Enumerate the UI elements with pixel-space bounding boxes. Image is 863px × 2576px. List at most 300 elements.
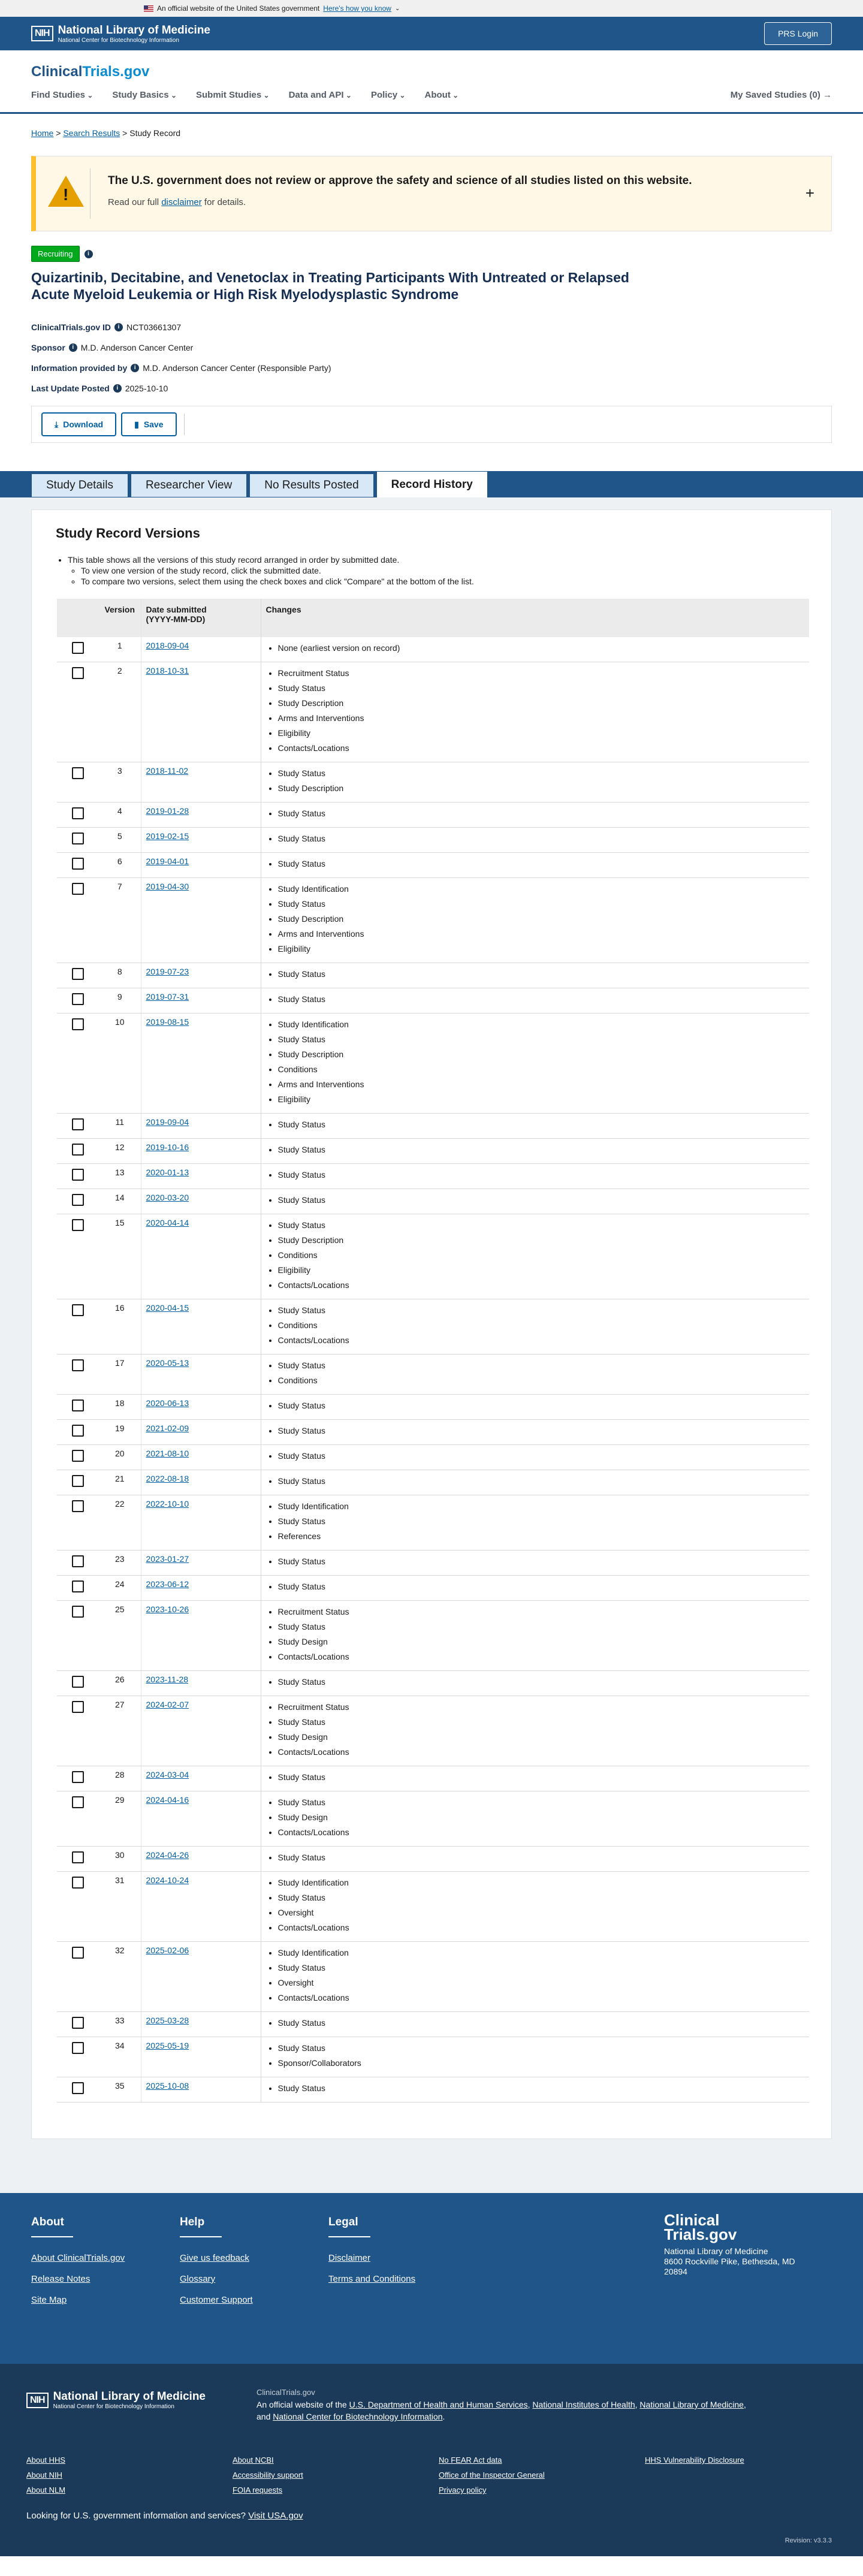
tab-study-details[interactable]: Study Details xyxy=(31,473,128,497)
heres-how-link[interactable]: Here's how you know xyxy=(323,4,391,13)
changes-list xyxy=(278,1795,805,1840)
saved-studies-link[interactable]: My Saved Studies (0) → xyxy=(730,90,832,100)
info-icon[interactable]: i xyxy=(131,364,139,372)
sponsor-value: M.D. Anderson Cancer Center xyxy=(80,343,194,352)
change-item: • Study Status xyxy=(278,1770,805,1785)
usa-gov-link[interactable]: Visit USA.gov xyxy=(248,2511,303,2521)
sponsor-label: Sponsor xyxy=(31,343,65,352)
change-item: • Oversight xyxy=(278,1905,805,1920)
changes-list xyxy=(278,2041,805,2071)
footer-link[interactable]: About ClinicalTrials.gov xyxy=(31,2253,125,2263)
table-row xyxy=(57,1551,809,1576)
footer-about xyxy=(31,2216,125,2316)
disclaimer-link[interactable]: disclaimer xyxy=(161,197,202,207)
version-number: 10 xyxy=(99,1013,141,1114)
version-number: 2 xyxy=(99,662,141,762)
header-version: Version xyxy=(99,599,141,637)
version-date-link[interactable]: 2023-11-28 xyxy=(146,1675,189,1684)
version-number: 9 xyxy=(99,988,141,1013)
table-row xyxy=(57,1139,809,1164)
compare-checkbox[interactable] xyxy=(72,1555,84,1567)
compare-checkbox[interactable] xyxy=(72,1304,84,1316)
change-item: • Study Description xyxy=(278,912,805,927)
version-date-link[interactable]: 2022-10-10 xyxy=(146,1499,189,1509)
version-date-link[interactable]: 2020-01-13 xyxy=(146,1168,189,1177)
download-icon: ⤓ xyxy=(55,419,59,429)
info-provided-value: M.D. Anderson Cancer Center (Responsible Party) xyxy=(143,363,331,373)
compare-checkbox[interactable] xyxy=(72,1359,84,1371)
footer-address: 8600 Rockville Pike, Bethesda, MD xyxy=(664,2257,795,2266)
changes-list xyxy=(278,641,805,656)
changes-list xyxy=(278,806,805,821)
version-date-link[interactable]: 2020-04-15 xyxy=(146,1303,189,1313)
version-date-link[interactable]: 2023-06-12 xyxy=(146,1579,189,1589)
nlm-links xyxy=(26,2456,851,2494)
changes-list xyxy=(278,1850,805,1865)
version-number: 19 xyxy=(99,1420,141,1445)
compare-checkbox[interactable] xyxy=(72,993,84,1005)
version-date-link[interactable]: 2024-04-26 xyxy=(146,1850,189,1860)
compare-checkbox[interactable] xyxy=(72,767,84,779)
footer-link[interactable]: Release Notes xyxy=(31,2274,90,2284)
nlm-footer-link[interactable]: About NCBI xyxy=(233,2456,274,2465)
table-row xyxy=(57,1299,809,1355)
version-date-link[interactable]: 2024-03-04 xyxy=(146,1770,189,1779)
version-date-link[interactable]: 2019-10-16 xyxy=(146,1142,189,1152)
download-button[interactable]: ⤓ Download xyxy=(41,412,116,436)
change-item: • Conditions xyxy=(278,1248,805,1263)
version-number: 23 xyxy=(99,1551,141,1576)
table-row xyxy=(57,988,809,1013)
versions-card xyxy=(31,509,832,2139)
table-row xyxy=(57,1395,809,1420)
change-item: • Study Status xyxy=(278,1514,805,1529)
nav-study-basics[interactable]: Study Basics ⌄ xyxy=(112,90,177,100)
versions-table xyxy=(57,599,809,2103)
change-item: • Study Status xyxy=(278,1675,805,1690)
change-item: • Study Status xyxy=(278,1423,805,1438)
id-label: ClinicalTrials.gov ID xyxy=(31,322,111,332)
header-date: Date submitted (YYYY-MM-DD) xyxy=(141,599,261,637)
versions-heading: Study Record Versions xyxy=(56,526,200,541)
compare-checkbox[interactable] xyxy=(72,667,84,679)
version-date-link[interactable]: 2021-08-10 xyxy=(146,1449,189,1458)
intro-view-text: ◦ To view one version of the study record, click the submitted date. xyxy=(81,565,807,576)
table-row xyxy=(57,1470,809,1495)
ncbi-link[interactable]: National Center for Biotechnology Information xyxy=(273,2412,443,2421)
info-icon[interactable]: i xyxy=(113,384,122,393)
changes-list xyxy=(278,1499,805,1544)
change-item: • Study Description xyxy=(278,1047,805,1062)
table-row xyxy=(57,2077,809,2103)
version-date-link[interactable]: 2018-09-04 xyxy=(146,641,189,650)
nlm-footer-link[interactable]: Accessibility support xyxy=(233,2471,303,2480)
change-item: • Study Status xyxy=(278,1449,805,1464)
changes-list xyxy=(278,1218,805,1293)
breadcrumb-search-results[interactable]: Search Results xyxy=(63,128,120,138)
compare-checkbox[interactable] xyxy=(72,1169,84,1181)
footer-brand xyxy=(664,2213,795,2277)
nav-find-studies[interactable]: Find Studies ⌄ xyxy=(31,90,93,100)
version-number: 1 xyxy=(99,637,141,662)
status-badge: Recruiting xyxy=(31,246,80,262)
footer-about-heading: About xyxy=(31,2216,64,2228)
version-number: 24 xyxy=(99,1576,141,1601)
version-date-link[interactable]: 2025-10-08 xyxy=(146,2081,189,2091)
version-date-link[interactable]: 2024-10-24 xyxy=(146,1875,189,1885)
change-item: • Study Status xyxy=(278,1193,805,1208)
version-date-link[interactable]: 2019-01-28 xyxy=(146,806,189,816)
change-item: • Study Description xyxy=(278,781,805,796)
nlm-footer-logo[interactable]: NIH National Library of Medicine National Center for Biotechnology Information xyxy=(26,2390,206,2410)
table-row xyxy=(57,762,809,803)
changes-list xyxy=(278,1875,805,1935)
warning-icon: ! xyxy=(48,176,84,207)
change-item: • Study Status xyxy=(278,1579,805,1594)
change-item: • Eligibility xyxy=(278,1092,805,1107)
nlm-footer-link[interactable]: Privacy policy xyxy=(439,2485,487,2494)
compare-checkbox[interactable] xyxy=(72,1796,84,1808)
changes-list xyxy=(278,1945,805,2005)
info-icon[interactable]: i xyxy=(69,343,77,352)
compare-checkbox[interactable] xyxy=(72,2017,84,2029)
version-date-link[interactable]: 2023-01-27 xyxy=(146,1554,189,1564)
version-date-link[interactable]: 2025-05-19 xyxy=(146,2041,189,2050)
version-date-link[interactable]: 2019-09-04 xyxy=(146,1117,189,1127)
changes-list xyxy=(278,1700,805,1760)
change-item: • Contacts/Locations xyxy=(278,1825,805,1840)
table-row xyxy=(57,637,809,662)
footer-link[interactable]: Customer Support xyxy=(180,2295,253,2305)
nlm-footer-link xyxy=(645,2485,851,2494)
change-item: • Study Status xyxy=(278,1554,805,1569)
nlm-site-name: ClinicalTrials.gov xyxy=(257,2388,315,2397)
footer-link[interactable]: Glossary xyxy=(180,2274,216,2284)
version-number: 29 xyxy=(99,1791,141,1847)
version-number: 6 xyxy=(99,853,141,878)
gov-banner xyxy=(0,0,863,17)
nlm-footer-link[interactable]: Office of the Inspector General xyxy=(439,2471,545,2480)
nih-link[interactable]: National Institutes of Health xyxy=(532,2400,635,2409)
changes-list xyxy=(278,882,805,957)
version-date-link[interactable]: 2020-04-14 xyxy=(146,1218,189,1227)
changes-list xyxy=(278,1142,805,1157)
changes-list xyxy=(278,831,805,846)
compare-checkbox[interactable] xyxy=(72,883,84,895)
version-number: 15 xyxy=(99,1214,141,1299)
hhs-link[interactable]: U.S. Department of Health and Human Services xyxy=(349,2400,528,2409)
nlm-footer-link[interactable]: About NLM xyxy=(26,2485,66,2494)
changes-list xyxy=(278,1675,805,1690)
action-bar xyxy=(31,406,832,443)
versions-intro xyxy=(68,554,807,587)
compare-checkbox[interactable] xyxy=(72,2042,84,2054)
change-item: • Conditions xyxy=(278,1062,805,1077)
nlm-footer-link xyxy=(645,2471,851,2480)
compare-checkbox[interactable] xyxy=(72,807,84,819)
footer-zip: 20894 xyxy=(664,2267,687,2276)
nlm-link[interactable]: National Library of Medicine xyxy=(639,2400,744,2409)
nlm-footer-link[interactable]: About HHS xyxy=(26,2456,66,2465)
version-number: 32 xyxy=(99,1942,141,2012)
change-item: • Study Identification xyxy=(278,1017,805,1032)
nav-data-api[interactable]: Data and API ⌄ xyxy=(289,90,352,100)
compare-checkbox[interactable] xyxy=(72,1580,84,1592)
compare-checkbox[interactable] xyxy=(72,1877,84,1889)
version-number: 26 xyxy=(99,1671,141,1696)
changes-list xyxy=(278,1358,805,1388)
compare-checkbox[interactable] xyxy=(72,1219,84,1231)
change-item: • Study Status xyxy=(278,1032,805,1047)
version-date-link[interactable]: 2025-03-28 xyxy=(146,2016,189,2025)
table-row xyxy=(57,1445,809,1470)
version-date-link[interactable]: 2019-07-23 xyxy=(146,967,189,976)
nlm-logo[interactable] xyxy=(31,24,210,44)
compare-checkbox[interactable] xyxy=(72,1500,84,1512)
version-date-link[interactable]: 2024-02-07 xyxy=(146,1700,189,1709)
changes-list xyxy=(278,766,805,796)
version-date-link[interactable]: 2020-05-13 xyxy=(146,1358,189,1368)
study-meta xyxy=(31,317,832,399)
version-number: 27 xyxy=(99,1696,141,1766)
change-item: • Study Status xyxy=(278,1358,805,1373)
compare-checkbox[interactable] xyxy=(72,1701,84,1713)
nav-about[interactable]: About ⌄ xyxy=(425,90,459,100)
version-number: 34 xyxy=(99,2037,141,2077)
change-item: • Study Status xyxy=(278,2016,805,2031)
last-update-label: Last Update Posted xyxy=(31,384,110,393)
table-row xyxy=(57,1766,809,1791)
tab-researcher-view[interactable]: Researcher View xyxy=(131,473,247,497)
clinicaltrials-logo[interactable]: ClinicalTrials.gov xyxy=(31,64,150,80)
version-number: 18 xyxy=(99,1395,141,1420)
change-item: • Eligibility xyxy=(278,1263,805,1278)
compare-checkbox[interactable] xyxy=(72,1676,84,1688)
status-row xyxy=(31,246,832,262)
compare-checkbox[interactable] xyxy=(72,642,84,654)
table-row xyxy=(57,1671,809,1696)
footer-link[interactable]: Site Map xyxy=(31,2295,67,2305)
breadcrumb-home[interactable]: Home xyxy=(31,128,54,138)
footer-legal-heading: Legal xyxy=(328,2216,358,2228)
change-item: • Study Identification xyxy=(278,1499,805,1514)
change-item: • Study Status xyxy=(278,1218,805,1233)
info-icon[interactable]: i xyxy=(85,250,93,258)
changes-list xyxy=(278,1474,805,1489)
change-item: • Study Status xyxy=(278,2081,805,2096)
compare-checkbox[interactable] xyxy=(72,2082,84,2094)
nct-id: NCT03661307 xyxy=(126,322,182,332)
version-number: 25 xyxy=(99,1601,141,1671)
version-number: 13 xyxy=(99,1164,141,1189)
change-item: • Study Status xyxy=(278,992,805,1007)
footer-logo[interactable]: Clinical Trials.gov xyxy=(664,2211,737,2243)
compare-checkbox[interactable] xyxy=(72,1606,84,1618)
compare-checkbox[interactable] xyxy=(72,1194,84,1206)
table-row xyxy=(57,1791,809,1847)
expand-icon[interactable]: + xyxy=(805,184,814,202)
bookmark-icon: ▮ xyxy=(134,419,139,429)
version-number: 31 xyxy=(99,1872,141,1942)
alert-text: Read our full disclaimer for details. xyxy=(108,197,246,207)
ncbi-subtitle: National Center for Biotechnology Information xyxy=(58,37,179,44)
version-date-link[interactable]: 2020-06-13 xyxy=(146,1398,189,1408)
changes-list xyxy=(278,1423,805,1438)
changes-list xyxy=(278,1168,805,1183)
version-date-link[interactable]: 2021-02-09 xyxy=(146,1423,189,1433)
version-number: 17 xyxy=(99,1355,141,1395)
footer-link[interactable]: Disclaimer xyxy=(328,2253,371,2263)
change-item: • Contacts/Locations xyxy=(278,1649,805,1664)
change-item: • Recruitment Status xyxy=(278,666,805,681)
changes-list xyxy=(278,967,805,982)
change-item: • Study Status xyxy=(278,681,805,696)
version-number: 5 xyxy=(99,828,141,853)
nav-submit-studies[interactable]: Submit Studies ⌄ xyxy=(196,90,270,100)
version-number: 11 xyxy=(99,1114,141,1139)
table-row xyxy=(57,1847,809,1872)
version-number: 12 xyxy=(99,1139,141,1164)
site-footer xyxy=(0,2193,863,2364)
table-row xyxy=(57,1696,809,1766)
table-row xyxy=(57,1942,809,2012)
table-row xyxy=(57,1355,809,1395)
version-date-link[interactable]: 2018-10-31 xyxy=(146,666,189,675)
change-item: • Study Status xyxy=(278,1890,805,1905)
compare-checkbox[interactable] xyxy=(72,1425,84,1437)
table-row xyxy=(57,1576,809,1601)
version-number: 35 xyxy=(99,2077,141,2103)
change-item: • Study Identification xyxy=(278,882,805,897)
site-header xyxy=(0,50,863,114)
version-date-link[interactable]: 2019-04-30 xyxy=(146,882,189,891)
table-row xyxy=(57,803,809,828)
compare-checkbox[interactable] xyxy=(72,1018,84,1030)
change-item: • None (earliest version on record) xyxy=(278,641,805,656)
last-update-value: 2025-10-10 xyxy=(125,384,168,393)
version-date-link[interactable]: 2024-04-16 xyxy=(146,1795,189,1805)
change-item: • Study Status xyxy=(278,1398,805,1413)
table-row xyxy=(57,1495,809,1551)
tab-record-history[interactable]: Record History xyxy=(376,471,488,497)
nih-header xyxy=(0,17,863,50)
version-date-link[interactable]: 2019-07-31 xyxy=(146,992,189,1002)
change-item: • Contacts/Locations xyxy=(278,1333,805,1348)
version-date-link[interactable]: 2019-04-01 xyxy=(146,856,189,866)
version-number: 3 xyxy=(99,762,141,803)
version-date-link[interactable]: 2022-08-18 xyxy=(146,1474,189,1483)
nlm-footer-link[interactable]: No FEAR Act data xyxy=(439,2456,502,2465)
change-item: • Eligibility xyxy=(278,726,805,741)
compare-checkbox[interactable] xyxy=(72,1475,84,1487)
change-item: • Study Identification xyxy=(278,1945,805,1960)
info-provided-label: Information provided by xyxy=(31,363,128,373)
prs-login-button[interactable]: PRS Login xyxy=(764,22,832,45)
change-item: • Study Description xyxy=(278,1233,805,1248)
version-number: 22 xyxy=(99,1495,141,1551)
compare-checkbox[interactable] xyxy=(72,1771,84,1783)
study-title: Quizartinib, Decitabine, and Venetoclax in Treating Participants With Untreated or Relapsed Acute Myeloid Leukemia or High Risk Myelodysplastic Syndrome xyxy=(31,270,629,302)
version-number: 4 xyxy=(99,803,141,828)
version-date-link[interactable]: 2020-03-20 xyxy=(146,1193,189,1202)
change-item: • Conditions xyxy=(278,1318,805,1333)
footer-link[interactable]: Give us feedback xyxy=(180,2253,249,2263)
header-changes: Changes xyxy=(261,599,809,637)
changes-list xyxy=(278,856,805,871)
intro-text: • This table shows all the versions of this study record arranged in order by submitted date. xyxy=(68,554,807,565)
version-date-link[interactable]: 2019-02-15 xyxy=(146,831,189,841)
version-number: 28 xyxy=(99,1766,141,1791)
tab-no-results[interactable]: No Results Posted xyxy=(249,473,373,497)
change-item: • Recruitment Status xyxy=(278,1604,805,1619)
changes-list xyxy=(278,992,805,1007)
change-item: • Study Status xyxy=(278,766,805,781)
compare-checkbox[interactable] xyxy=(72,1118,84,1130)
compare-checkbox[interactable] xyxy=(72,1450,84,1462)
nav-policy[interactable]: Policy ⌄ xyxy=(371,90,406,100)
change-item: • Study Status xyxy=(278,806,805,821)
study-tabs xyxy=(0,471,863,497)
change-item: • Study Status xyxy=(278,856,805,871)
breadcrumb-current: Study Record xyxy=(129,128,181,138)
changes-list xyxy=(278,1554,805,1569)
chevron-down-icon: ⌄ xyxy=(394,5,400,12)
footer-help-heading: Help xyxy=(180,2216,205,2228)
table-row xyxy=(57,1114,809,1139)
version-date-link[interactable]: 2025-02-06 xyxy=(146,1945,189,1955)
table-row xyxy=(57,1164,809,1189)
table-row xyxy=(57,2037,809,2077)
intro-compare-text: ◦ To compare two versions, select them using the check boxes and click "Compare" at the bottom of the list. xyxy=(81,576,807,587)
footer-legal xyxy=(328,2216,415,2295)
save-button[interactable]: ▮ Save xyxy=(121,412,176,436)
changes-list xyxy=(278,1770,805,1785)
change-item: • Study Description xyxy=(278,696,805,711)
footer-link[interactable]: Terms and Conditions xyxy=(328,2274,416,2284)
nlm-title: National Library of Medicine xyxy=(58,23,210,37)
change-item: • Study Status xyxy=(278,1795,805,1810)
compare-checkbox[interactable] xyxy=(72,1399,84,1411)
nlm-footer-link[interactable]: About NIH xyxy=(26,2471,62,2480)
version-date-link[interactable]: 2019-08-15 xyxy=(146,1017,189,1027)
info-icon[interactable]: i xyxy=(114,323,123,331)
changes-list xyxy=(278,1017,805,1107)
compare-checkbox[interactable] xyxy=(72,1851,84,1863)
version-number: 14 xyxy=(99,1189,141,1214)
changes-list xyxy=(278,666,805,756)
nlm-footer-link[interactable]: HHS Vulnerability Disclosure xyxy=(645,2456,744,2465)
version-number: 7 xyxy=(99,878,141,963)
compare-checkbox[interactable] xyxy=(72,832,84,844)
version-date-link[interactable]: 2018-11-02 xyxy=(146,766,189,776)
compare-checkbox[interactable] xyxy=(72,1947,84,1959)
changes-list xyxy=(278,1579,805,1594)
nlm-footer-link[interactable]: FOIA requests xyxy=(233,2485,283,2494)
header-select xyxy=(57,599,99,637)
compare-checkbox[interactable] xyxy=(72,1144,84,1156)
usa-gov-row: Looking for U.S. government information and services? Visit USA.gov xyxy=(26,2511,303,2521)
changes-list xyxy=(278,1303,805,1348)
change-item: • Contacts/Locations xyxy=(278,1278,805,1293)
table-row xyxy=(57,2012,809,2037)
change-item: • Study Status xyxy=(278,1168,805,1183)
compare-checkbox[interactable] xyxy=(72,968,84,980)
nlm-footer xyxy=(0,2364,863,2556)
version-date-link[interactable]: 2023-10-26 xyxy=(146,1604,189,1614)
compare-checkbox[interactable] xyxy=(72,858,84,870)
version-number: 21 xyxy=(99,1470,141,1495)
change-item: • Study Status xyxy=(278,897,805,912)
